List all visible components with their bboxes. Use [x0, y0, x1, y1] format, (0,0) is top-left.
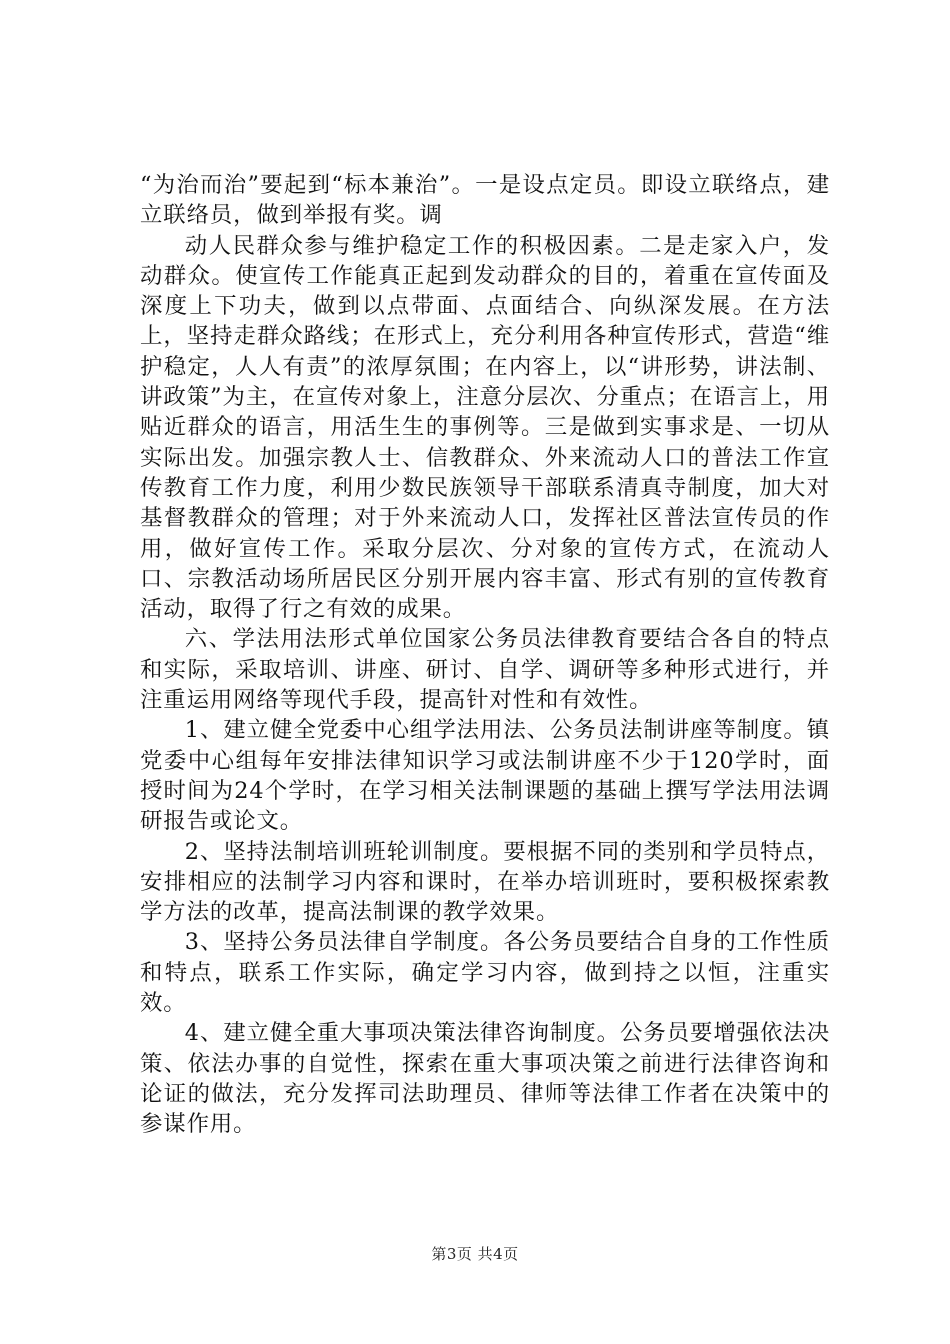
document-body — [140, 170, 830, 1140]
paragraph: 4、建立健全重大事项决策法律咨询制度。公务员要增强依法决策、依法办事的自觉性，探索在重大事项决策之前进行法律咨询和论证的做法，充分发挥司法助理员、律师等法律工作者在决策中的参谋作用。 — [140, 1020, 830, 1138]
page-number-footer: 第3页 共4页 — [431, 1245, 519, 1263]
paragraph: 六、学法用法形式单位国家公务员法律教育要结合各自的特点和实际，采取培训、讲座、研讨、自学、调研等多种形式进行，并注重运用网络等现代手段，提高针对性和有效性。 — [140, 626, 830, 714]
paragraph: 动人民群众参与维护稳定工作的积极因素。二是走家入户，发动群众。使宣传工作能真正起到发动群众的目的，着重在宣传面及深度上下功夫，做到以点带面、点面结合、向纵深发展。在方法上，坚持走群众路线；在形式上，充分利用各种宣传形式，营造“维护稳定，人人有责”的浓厚氛围；在内容上，以“讲形势，讲法制、讲政策”为主，在宣传对象上，注意分层次、分重点；在语言上，用贴近群众的语言，用活生生的事例等。三是做到实事求是、一切从实际出发。加强宗教人士、信教群众、外来流动人口的普法工作宣传教育工作力度，利用少数民族领导干部联系清真寺制度，加大对基督教群众的管理；对于外来流动人口，发挥社区普法宣传员的作用，做好宣传工作。采取分层次、分对象的宣传方式，在流动人口、宗教活动场所居民区分别开展内容丰富、形式有别的宣传教育活动，取得了行之有效的成果。 — [140, 232, 830, 623]
paragraph: “为治而治”要起到“标本兼治”。一是设点定员。即设立联络点，建立联络员，做到举报有奖。调 — [140, 172, 830, 229]
paragraph: 3、坚持公务员法律自学制度。各公务员要结合自身的工作性质和特点，联系工作实际，确定学习内容，做到持之以恒，注重实效。 — [140, 929, 830, 1017]
paragraph: 1、建立健全党委中心组学法用法、公务员法制讲座等制度。镇党委中心组每年安排法律知识学习或法制讲座不少于120学时，面授时间为24个学时，在学习相关法制课题的基础上撰写学法用法调研报告或论文。 — [140, 717, 830, 835]
paragraph: 2、坚持法制培训班轮训制度。要根据不同的类别和学员特点，安排相应的法制学习内容和课时，在举办培训班时，要积极探索教学方法的改革，提高法制课的教学效果。 — [140, 838, 830, 926]
